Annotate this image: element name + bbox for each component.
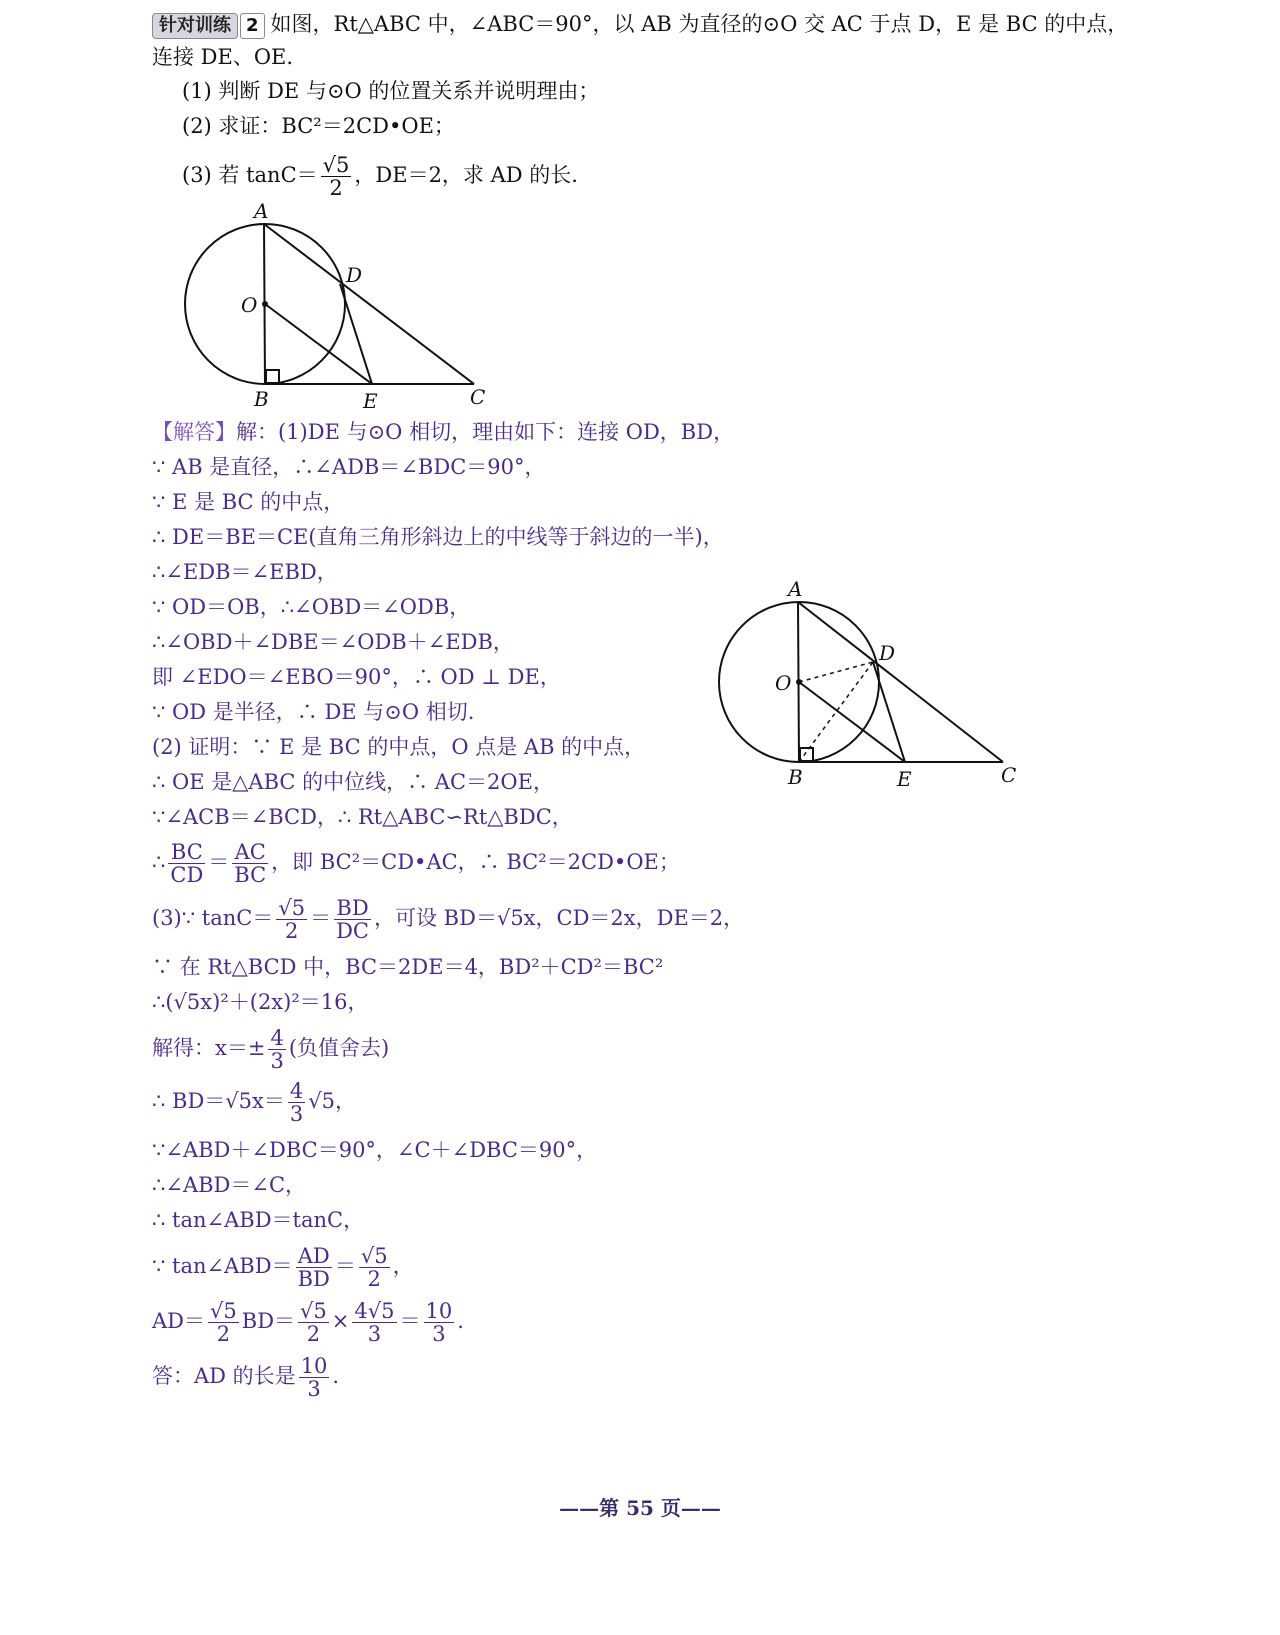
solution-line-14: (3)∵ tanC＝ $\frac{√5}{2}$ ＝ $\frac{BD}{DC}$ ，可设 BD＝√5x，CD＝2x，DE＝2， xyxy=(152,896,745,943)
fraction-4-3-b: $\frac{4}{3}$ xyxy=(289,1079,304,1126)
q3-prefix: (3) 若 tanC＝ xyxy=(182,163,318,187)
fig2-center-dot xyxy=(796,679,802,685)
fig2-label-a: A xyxy=(788,580,803,601)
fig1-label-a: A xyxy=(254,200,269,223)
fraction-sqrt5-2-c: $\frac{√5}{2}$ xyxy=(210,1299,237,1346)
fraction-sqrt5-2: $\frac{√5}{2}$ xyxy=(278,896,306,943)
q3-fraction: $\frac{√5}{2}$ xyxy=(322,153,350,200)
solution-line-20: ∴∠ABD＝∠C， xyxy=(152,1173,307,1197)
fig1-label-b: B xyxy=(254,387,269,411)
fig2-label-o: O xyxy=(775,671,792,695)
solution-line-2: ∵ AB 是直径，∴∠ADB＝∠BDC＝90°， xyxy=(152,455,546,479)
fig2-segment-ac xyxy=(798,602,1003,762)
fig2-label-b: B xyxy=(788,765,803,789)
solution-line-6: ∵ OD＝OB，∴∠OBD＝∠ODB， xyxy=(152,595,471,619)
solution-line-18: ∴ BD＝√5x＝ $\frac{4}{3}$ √5， xyxy=(152,1079,357,1126)
fig2-label-c: C xyxy=(1001,763,1017,787)
fig1-label-d: D xyxy=(346,263,363,287)
fraction-sqrt5-2-b: $\frac{√5}{2}$ xyxy=(360,1244,388,1291)
solution-line-11: ∴ OE 是△ABC 的中位线，∴ AC＝2OE， xyxy=(152,770,554,794)
solution-answer: 答：AD 的长是 $\frac{10}{3}$ . xyxy=(152,1354,340,1401)
problem-statement-1: 如图，Rt△ABC 中，∠ABC＝90°，以 AB 为直径的⊙O 交 AC 于点 D，E 是 BC 的中点， xyxy=(270,12,1129,36)
q3-suffix: ，DE＝2，求 AD 的长. xyxy=(354,163,578,187)
question-3 xyxy=(182,150,578,200)
solution-line-12: ∵∠ACB＝∠BCD，∴ Rt△ABC∽Rt△BDC， xyxy=(152,805,573,829)
fig2-label-d: D xyxy=(879,641,896,665)
fig1-label-o: O xyxy=(241,293,258,317)
solution-line-7: ∴∠OBD＋∠DBE＝∠ODB＋∠EDB， xyxy=(152,630,514,654)
problem-statement-2: 连接 DE、OE. xyxy=(152,45,294,69)
fig2-dashed-od xyxy=(799,662,873,682)
fraction-ad-bd: $\frac{AD}{BD}$ xyxy=(297,1244,330,1291)
solution-line-22: ∵ tan∠ABD＝ $\frac{AD}{BD}$ ＝ $\frac{√5}{2}$ ， xyxy=(152,1244,414,1291)
fig1-right-angle-mark xyxy=(266,370,279,383)
solution-line-15: ∵ 在 Rt△BCD 中，BC＝2DE＝4，BD²＋CD²＝BC² xyxy=(152,955,664,979)
fig1-label-e: E xyxy=(363,389,378,413)
solution-header: 【解答】 xyxy=(152,420,236,444)
solution-line-23: AD＝ $\frac{√5}{2}$ BD＝ $\frac{√5}{2}$ × $\frac{4√5}{3}$ ＝ $\frac{10}{3}$ . xyxy=(152,1299,464,1346)
fig2-right-angle-mark xyxy=(800,748,813,761)
solution-line-5: ∴∠EDB＝∠EBD， xyxy=(152,560,338,584)
fraction-4sqrt5-3: $\frac{4√5}{3}$ xyxy=(354,1299,395,1346)
fig2-segment-de xyxy=(873,662,905,762)
fraction-bc-cd: $\frac{BC}{CD}$ xyxy=(170,840,204,887)
solution-line-9: ∵ OD 是半径，∴ DE 与⊙O 相切. xyxy=(152,700,475,724)
training-tag: 针对训练 xyxy=(152,13,238,39)
problem-line-1 xyxy=(152,10,1128,38)
fraction-4-3-a: $\frac{4}{3}$ xyxy=(270,1026,284,1073)
figure-2-geometry xyxy=(705,580,1040,790)
solution-line-13: ∴ $\frac{BC}{CD}$ ＝ $\frac{AC}{BC}$ ，即 BC²＝CD•AC，∴ BC²＝2CD•OE； xyxy=(152,840,680,887)
fig1-label-c: C xyxy=(470,385,486,409)
solution-line-16: ∴(√5x)²＋(2x)²＝16， xyxy=(152,990,369,1014)
fraction-sqrt5-2-d: $\frac{√5}{2}$ xyxy=(300,1299,327,1346)
fig2-segment-oe xyxy=(799,682,905,762)
fraction-ac-bc: $\frac{AC}{BC}$ xyxy=(234,840,267,887)
solution-line-1-text: 解：(1)DE 与⊙O 相切，理由如下：连接 OD，BD， xyxy=(236,420,735,444)
solution-line-17: 解得：x＝± $\frac{4}{3}$ (负值舍去) xyxy=(152,1026,390,1073)
solution-line-1 xyxy=(152,418,734,446)
question-2: (2) 求证：BC²＝2CD•OE； xyxy=(182,114,455,138)
solution-line-10: (2) 证明：∵ E 是 BC 的中点，O 点是 AB 的中点， xyxy=(152,735,646,759)
fig1-center-dot xyxy=(262,301,268,307)
fraction-10-3-b: $\frac{10}{3}$ xyxy=(300,1354,328,1401)
fig2-label-e: E xyxy=(897,767,912,790)
question-1: (1) 判断 DE 与⊙O 的位置关系并说明理由； xyxy=(182,79,600,103)
solution-line-4: ∴ DE＝BE＝CE(直角三角形斜边上的中线等于斜边的一半)， xyxy=(152,525,724,549)
solution-line-21: ∴ tan∠ABD＝tanC， xyxy=(152,1208,365,1232)
fraction-bd-dc: $\frac{BD}{DC}$ xyxy=(336,896,369,943)
solution-line-19: ∵∠ABD＋∠DBC＝90°，∠C＋∠DBC＝90°， xyxy=(152,1138,598,1162)
problem-number: 2 xyxy=(240,13,265,39)
solution-line-8: 即 ∠EDO＝∠EBO＝90°，∴ OD ⊥ DE， xyxy=(152,665,561,689)
fig1-segment-ac xyxy=(264,224,474,384)
fraction-10-3-a: $\frac{10}{3}$ xyxy=(425,1299,453,1346)
page-number: ——第 55 页—— xyxy=(559,1496,721,1520)
fig1-segment-oe xyxy=(265,304,372,384)
fig1-segment-de xyxy=(340,284,372,384)
figure-1-geometry xyxy=(170,200,510,415)
solution-line-3: ∵ E 是 BC 的中点， xyxy=(152,490,345,514)
